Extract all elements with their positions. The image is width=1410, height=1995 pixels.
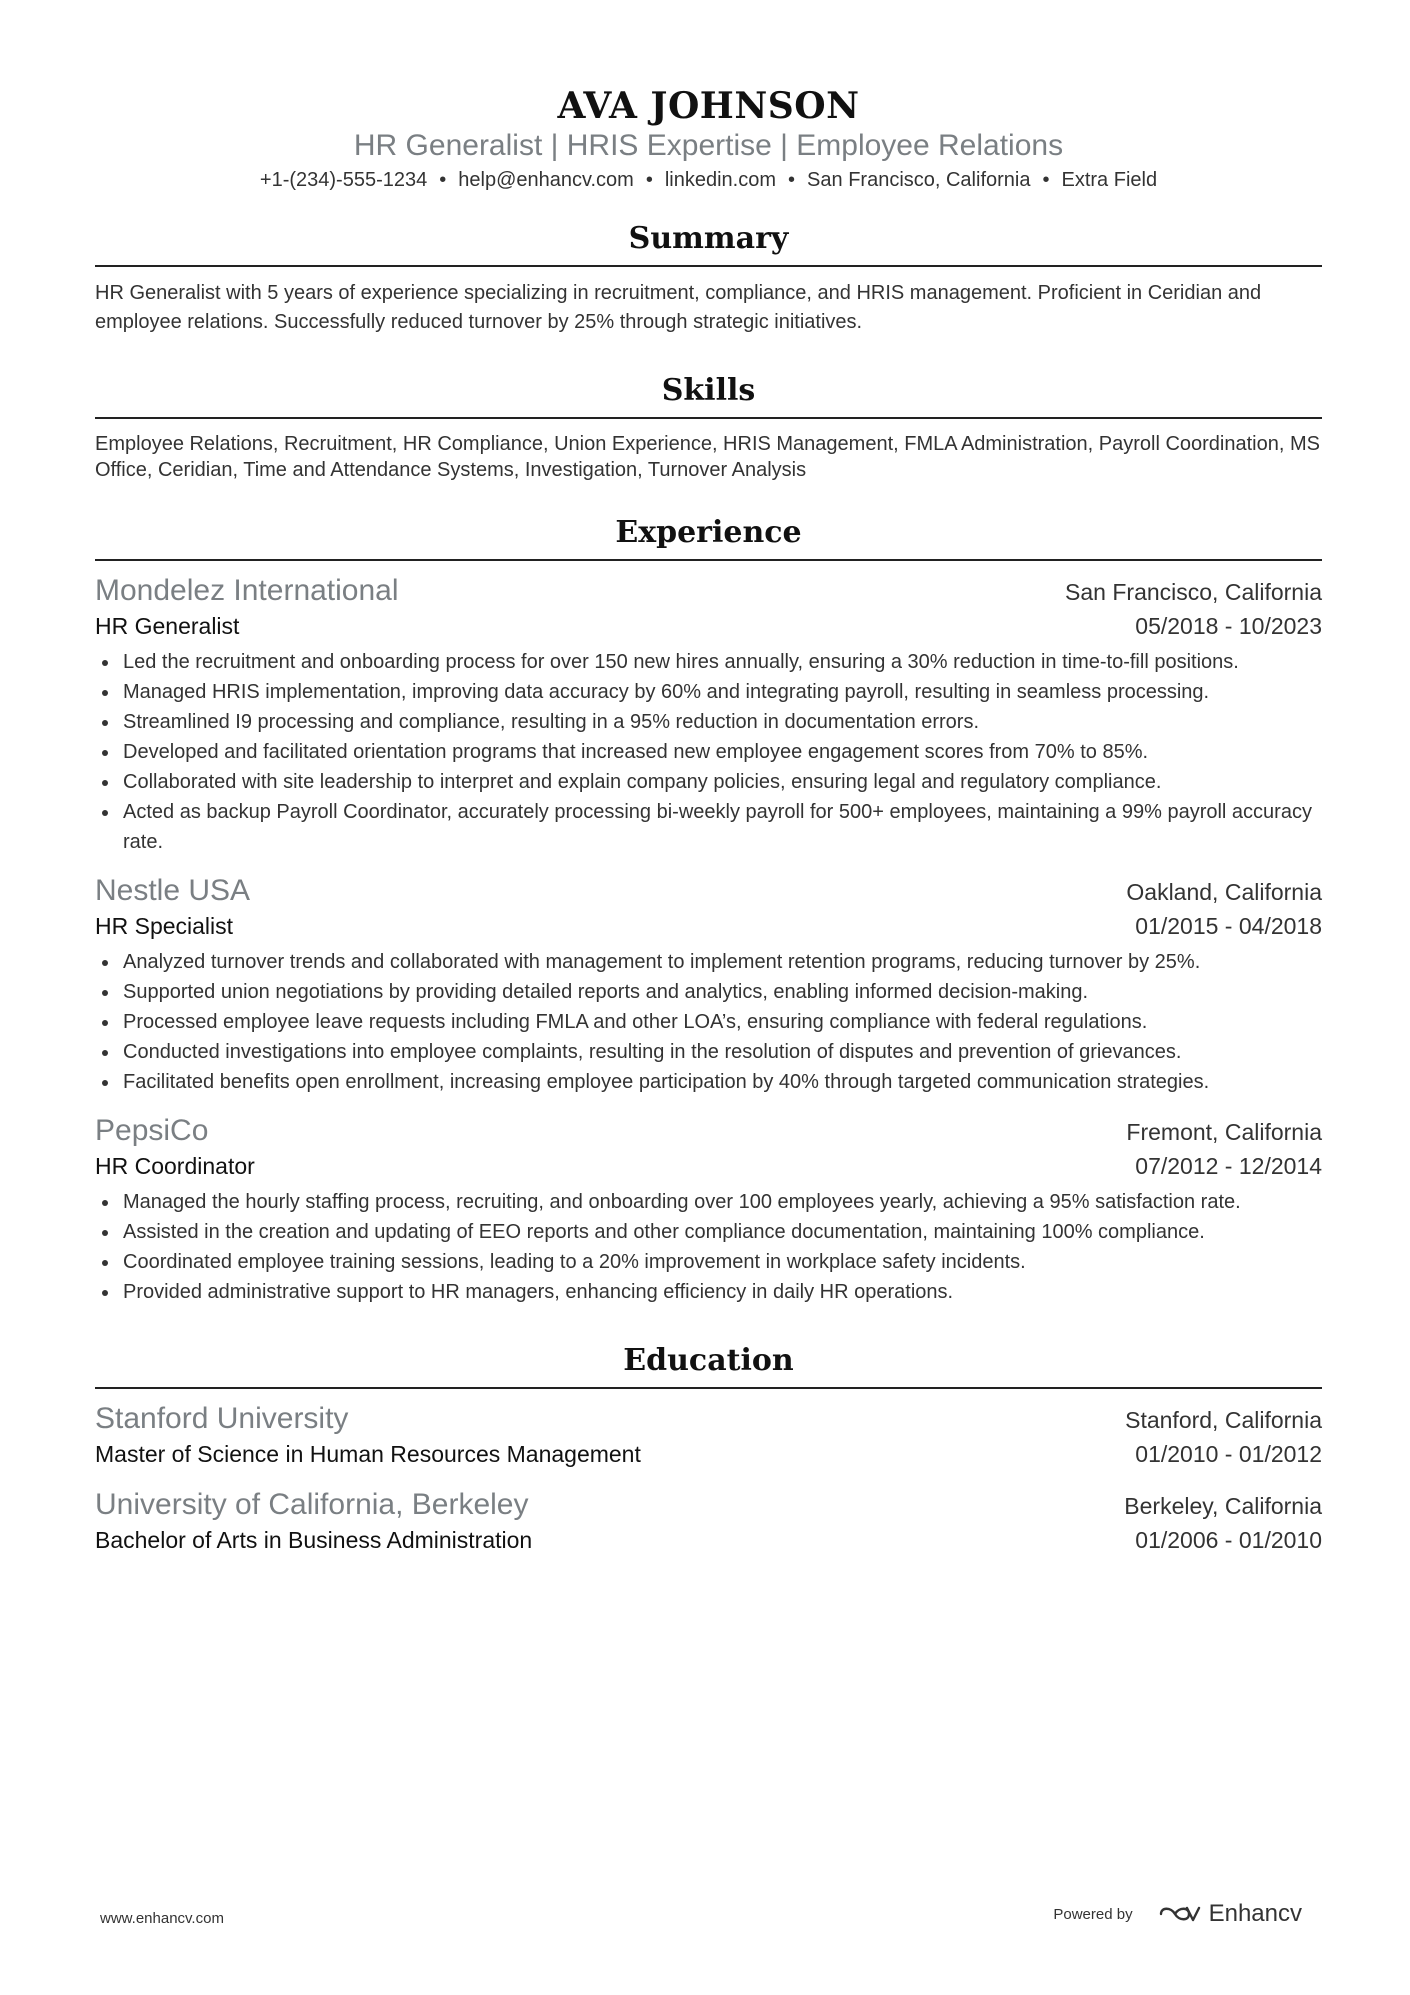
education-entry	[95, 1487, 1322, 1557]
job-title: HR Coordinator	[95, 1153, 255, 1179]
bullet-item: Processed employee leave requests including FMLA and other LOA’s, ensuring compliance with federal regulations.	[95, 1007, 1322, 1037]
brand-name: Enhancv	[1208, 1900, 1302, 1927]
enhancv-logo[interactable]	[1157, 1900, 1302, 1928]
bullet-item: Streamlined I9 processing and compliance, resulting in a 95% reduction in documentation errors.	[95, 707, 1322, 737]
experience-section	[95, 515, 1322, 1307]
summary-section	[95, 221, 1322, 337]
location: San Francisco, California	[807, 169, 1031, 191]
school-name: Stanford University	[95, 1402, 349, 1435]
section-heading: Skills	[95, 373, 1322, 419]
job-bullets	[95, 1187, 1322, 1307]
separator-dot: •	[439, 169, 447, 191]
extra-field: Extra Field	[1061, 169, 1158, 191]
job-bullets	[95, 647, 1322, 857]
bullet-item: Coordinated employee training sessions, leading to a 20% improvement in workplace safety incidents.	[95, 1247, 1322, 1277]
section-heading: Experience	[95, 515, 1322, 561]
company-name: Nestle USA	[95, 874, 251, 907]
separator-dot: •	[645, 169, 653, 191]
email[interactable]: help@enhancv.com	[458, 169, 634, 191]
summary-text: HR Generalist with 5 years of experience specializing in recruitment, compliance, and HRIS management. Proficient in Ceridian and employee relations. Successfully reduced turnover by 25% through strategic initiatives.	[95, 282, 1262, 333]
education-section	[95, 1343, 1322, 1557]
school-location: Stanford, California	[1125, 1407, 1322, 1433]
resume-header	[95, 86, 1322, 193]
enhancv-logo-icon	[1157, 1902, 1203, 1926]
footer-website[interactable]: www.enhancv.com	[100, 1910, 224, 1927]
section-heading: Education	[95, 1343, 1322, 1389]
education-dates: 01/2006 - 01/2010	[1135, 1527, 1322, 1553]
resume-page	[95, 0, 1322, 1557]
contact-line	[95, 167, 1322, 193]
job-location: Oakland, California	[1126, 879, 1322, 905]
education-entry	[95, 1401, 1322, 1471]
job-title: HR Specialist	[95, 913, 234, 939]
candidate-title: HR Generalist | HRIS Expertise | Employee Relations	[353, 129, 1064, 162]
separator-dot: •	[1042, 169, 1050, 191]
bullet-item: Provided administrative support to HR managers, enhancing efficiency in daily HR operations.	[95, 1277, 1322, 1307]
job-location: San Francisco, California	[1065, 579, 1322, 605]
degree: Master of Science in Human Resources Management	[95, 1441, 641, 1467]
job-dates: 07/2012 - 12/2014	[1135, 1153, 1322, 1179]
school-name: University of California, Berkeley	[95, 1488, 529, 1521]
candidate-name: AVA JOHNSON	[557, 85, 860, 127]
bullet-item: Collaborated with site leadership to interpret and explain company policies, ensuring legal and regulatory compliance.	[95, 767, 1322, 797]
job-title: HR Generalist	[95, 613, 240, 639]
bullet-item: Assisted in the creation and updating of EEO reports and other compliance documentation, maintaining 100% compliance.	[95, 1217, 1322, 1247]
job-entry	[95, 873, 1322, 1097]
job-bullets	[95, 947, 1322, 1097]
job-location: Fremont, California	[1126, 1119, 1322, 1145]
bullet-item: Led the recruitment and onboarding process for over 150 new hires annually, ensuring a 30% reduction in time-to-fill positions.	[95, 647, 1322, 677]
job-entry	[95, 1113, 1322, 1307]
bullet-item: Facilitated benefits open enrollment, increasing employee participation by 40% through targeted communication strategies.	[95, 1067, 1322, 1097]
phone: +1-(234)-555-1234	[259, 169, 428, 191]
job-dates: 01/2015 - 04/2018	[1135, 913, 1322, 939]
bullet-item: Analyzed turnover trends and collaborated with management to implement retention programs, reducing turnover by 25%.	[95, 947, 1322, 977]
footer-branding	[1053, 1900, 1302, 1928]
powered-by-label: Powered by	[1053, 1905, 1133, 1923]
bullet-item: Acted as backup Payroll Coordinator, accurately processing bi-weekly payroll for 500+ employees, maintaining a 99% payroll accuracy rate.	[95, 797, 1322, 857]
bullet-item: Developed and facilitated orientation programs that increased new employee engagement scores from 70% to 85%.	[95, 737, 1322, 767]
company-name: Mondelez International	[95, 574, 399, 607]
skills-section	[95, 373, 1322, 483]
bullet-item: Supported union negotiations by providing detailed reports and analytics, enabling informed decision-making.	[95, 977, 1322, 1007]
bullet-item: Managed HRIS implementation, improving data accuracy by 60% and integrating payroll, resulting in seamless processing.	[95, 677, 1322, 707]
job-entry	[95, 573, 1322, 857]
company-name: PepsiCo	[95, 1114, 209, 1147]
degree: Bachelor of Arts in Business Administration	[95, 1527, 533, 1553]
school-location: Berkeley, California	[1124, 1493, 1322, 1519]
bullet-item: Conducted investigations into employee complaints, resulting in the resolution of disputes and prevention of grievances.	[95, 1037, 1322, 1067]
linkedin[interactable]: linkedin.com	[664, 169, 777, 191]
education-dates: 01/2010 - 01/2012	[1135, 1441, 1322, 1467]
bullet-item: Managed the hourly staffing process, recruiting, and onboarding over 100 employees yearly, achieving a 95% satisfaction rate.	[95, 1187, 1322, 1217]
skills-text: Employee Relations, Recruitment, HR Compliance, Union Experience, HRIS Management, FMLA Administration, Payroll Coordination, MS Office, Ceridian, Time and Attendance Systems, Investigation, Turnover Analysis	[95, 433, 1320, 481]
separator-dot: •	[788, 169, 796, 191]
section-heading: Summary	[95, 221, 1322, 267]
job-dates: 05/2018 - 10/2023	[1135, 613, 1322, 639]
